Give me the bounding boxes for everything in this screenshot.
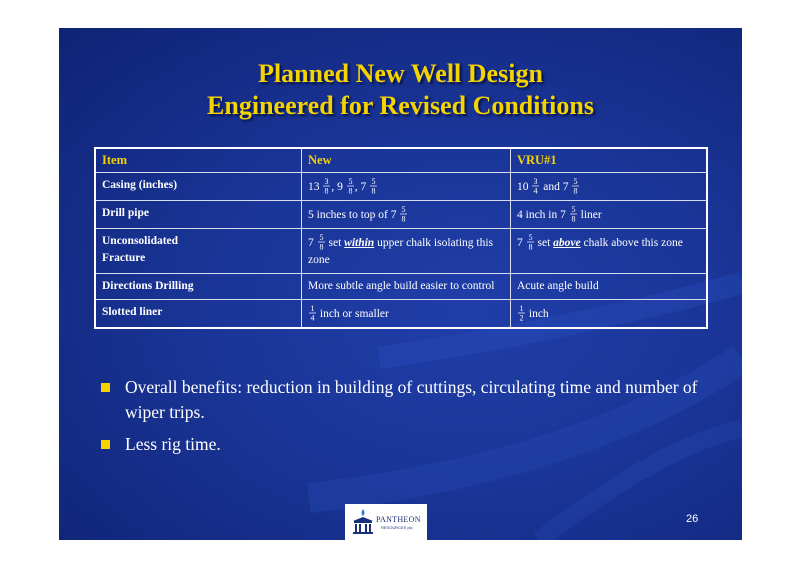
cell-vru [511, 173, 708, 201]
header-item: Item [95, 148, 302, 173]
fraction-num: 5 [348, 177, 353, 186]
cell-text: and 7 [540, 181, 569, 193]
cell-text: chalk above this zone [580, 237, 683, 249]
table-row [95, 173, 707, 201]
logo-name: PANTHEON [376, 515, 421, 524]
fraction-five-eighths [346, 177, 355, 195]
cell-text: , 7 [354, 181, 367, 193]
fraction-den: 4 [310, 313, 315, 322]
cell-new [302, 229, 511, 274]
fraction-den: 8 [573, 186, 578, 195]
cell-new [302, 300, 511, 329]
bullet-list [101, 375, 701, 464]
fraction-one-half [517, 304, 526, 322]
fraction-den: 8 [371, 186, 376, 195]
table-row [95, 229, 707, 274]
title-line-2: Engineered for Revised Conditions [207, 91, 594, 120]
cell-text: inch [526, 308, 549, 320]
header-new: New [302, 148, 511, 173]
cell-new: More subtle angle build easier to control [302, 274, 511, 300]
cell-text: liner [577, 209, 602, 221]
fraction-num: 5 [319, 233, 324, 242]
square-bullet-icon [101, 383, 110, 392]
fraction-den: 8 [319, 242, 324, 251]
cell-vru: Acute angle build [511, 274, 708, 300]
fraction-five-eighths [399, 205, 408, 223]
cell-text: set [534, 237, 554, 249]
table-row [95, 201, 707, 229]
title-line-1: Planned New Well Design [258, 59, 543, 88]
cell-item: Slotted liner [95, 300, 302, 329]
cell-text: 13 [308, 181, 320, 193]
bullet-item [101, 375, 701, 425]
emphasis-text: within [344, 237, 375, 249]
cell-text: 10 [517, 181, 529, 193]
page-number: 26 [686, 513, 699, 525]
fraction-den: 4 [533, 186, 538, 195]
table-row [95, 300, 707, 329]
fraction-den: 8 [401, 214, 406, 223]
fraction-den: 8 [324, 186, 329, 195]
fraction-one-quarter [308, 304, 317, 322]
fraction-den: 8 [528, 242, 533, 251]
header-vru: VRU#1 [511, 148, 708, 173]
cell-vru [511, 300, 708, 329]
logo-subtitle: RESOURCES plc [381, 525, 413, 530]
fraction-five-eighths [526, 233, 535, 251]
cell-text: set [325, 237, 345, 249]
bullet-text: Overall benefits: reduction in building of cuttings, circulating time and number of wiper trips. [125, 377, 698, 422]
cell-item [95, 229, 302, 274]
comparison-table [94, 147, 708, 329]
pantheon-logo [345, 504, 427, 540]
cell-vru [511, 201, 708, 229]
cell-new [302, 173, 511, 201]
emphasis-text: above [553, 237, 581, 249]
cell-text: 5 inches to top of 7 [308, 209, 397, 221]
fraction-den: 8 [571, 214, 576, 223]
fraction-den: 2 [519, 313, 524, 322]
fraction-num: 5 [528, 233, 533, 242]
fraction-num: 3 [324, 177, 329, 186]
fraction-den: 8 [348, 186, 353, 195]
table-header-row [95, 148, 707, 173]
fraction-num: 5 [573, 177, 578, 186]
fraction-five-eighths [569, 205, 578, 223]
cell-item: Casing (inches) [95, 173, 302, 201]
fraction-num: 1 [310, 304, 315, 313]
cell-item: Drill pipe [95, 201, 302, 229]
cell-new [302, 201, 511, 229]
bullet-text: Less rig time. [125, 434, 221, 454]
cell-text: 7 [308, 237, 314, 249]
fraction-five-eighths [369, 177, 378, 195]
fraction-num: 5 [571, 205, 576, 214]
slide [59, 28, 742, 540]
cell-text: , 9 [331, 181, 343, 193]
fraction-num: 1 [519, 304, 524, 313]
cell-text: upper chalk isolating this zone [308, 237, 494, 266]
fraction-num: 5 [401, 205, 406, 214]
cell-text: 4 inch in 7 [517, 209, 566, 221]
cell-item: Directions Drilling [95, 274, 302, 300]
temple-icon [350, 507, 376, 537]
slide-title [59, 58, 742, 122]
cell-item-line: Unconsolidated [102, 235, 179, 247]
fraction-five-eighths [571, 177, 580, 195]
fraction-five-eighths [317, 233, 326, 251]
square-bullet-icon [101, 440, 110, 449]
table-row [95, 274, 707, 300]
cell-vru [511, 229, 708, 274]
cell-item-line: Fracture [102, 252, 146, 264]
cell-text: 7 [517, 237, 523, 249]
fraction-num: 5 [371, 177, 376, 186]
fraction-num: 3 [533, 177, 538, 186]
bullet-item [101, 432, 701, 457]
cell-text: inch or smaller [317, 308, 389, 320]
